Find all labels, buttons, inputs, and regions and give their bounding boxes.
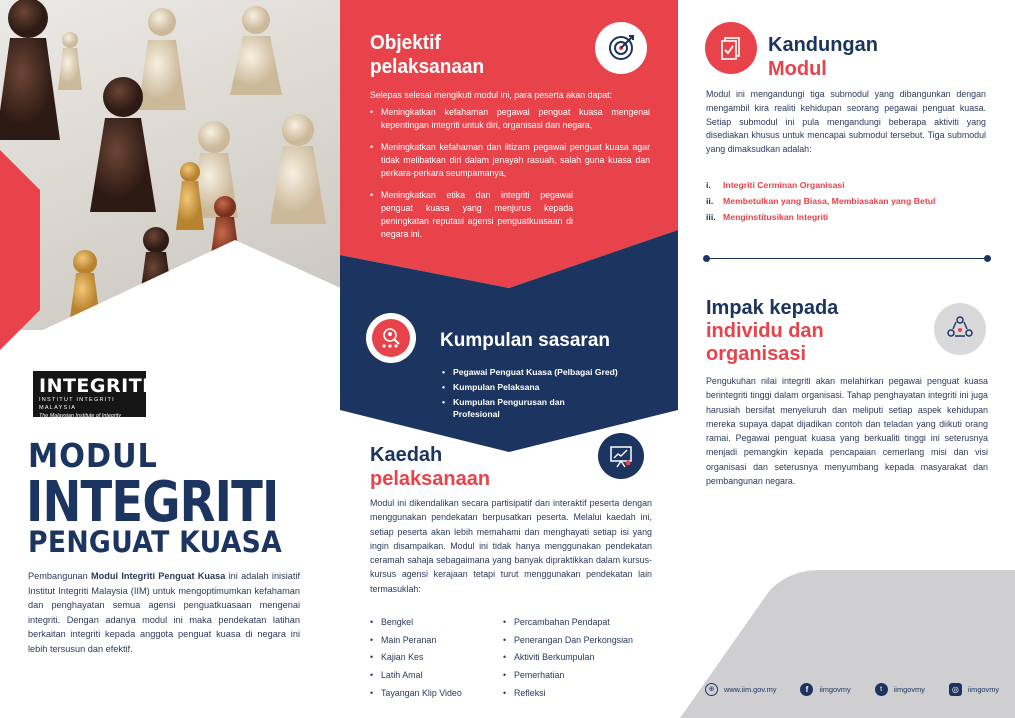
kaedah-title: [370, 443, 490, 491]
objektif-item: • Meningkatkan kefahaman pegawai penguat kuasa mengenai kepentingan integriti untuk diri, organisasi dan negara,: [368, 106, 650, 132]
objektif-item: • Meningkatkan etika dan integriti pegawai penguat kuasa yang menjurus kepada peningkatan reputasi agensi penguatkuasaan di negara ini.: [368, 189, 573, 241]
intro-prefix: Pembangunan: [28, 571, 92, 581]
impak-title: [706, 297, 838, 366]
method-item: • Penerangan Dan Perkongsian: [501, 633, 661, 647]
impak-title-line3: organisasi: [706, 343, 807, 365]
method-item: • Kajian Kes: [368, 650, 488, 664]
sasaran-item: • Kumpulan Pelaksana: [440, 381, 640, 393]
method-item: • Percambahan Pendapat: [501, 615, 661, 629]
sasaran-item: • Kumpulan Pengurusan dan Profesional: [440, 396, 600, 420]
instagram-link[interactable]: iimgovmy: [967, 684, 1000, 694]
item-text: Menginstitusikan Integriti: [723, 212, 829, 222]
kaedah-methods-col1: [368, 615, 488, 705]
user-search-icon: [366, 313, 416, 363]
kandungan-item: [706, 209, 996, 225]
impak-title-line2: individu dan: [706, 320, 824, 342]
instagram-icon: ◎: [949, 683, 962, 696]
kandungan-title-line2: Modul: [768, 58, 827, 80]
logo-tagline: The Malaysian Institute of Integrity: [39, 413, 122, 419]
method-item: • Aktiviti Berkumpulan: [501, 650, 661, 664]
kaedah-methods-col2: [501, 615, 661, 705]
item-text: Membetulkan yang Biasa, Membiasakan yang Betul: [723, 196, 936, 206]
kaedah-body: Modul ini dikendalikan secara partisipatif dan interaktif peserta dengan menggunakan pendekatan berpusatkan peserta. Melalui kaedah ini, setiap peserta akan lebih memahami dan menghayati setiap isi yang ingin disampaikan. Modul ini tidak hanya menggunakan pendekatan ceramah sahaja sebagaimana yang banyak dipraktikkan dalam kursus-kursus agensi kerajaan tetapi turut menggunakan pendekatan lain termasuklah:: [370, 498, 652, 594]
presentation-icon: [598, 433, 644, 479]
method-item: • Tayangan Klip Video: [368, 686, 488, 700]
divider-dot-right: [984, 255, 991, 262]
divider-dot-left: [703, 255, 710, 262]
target-icon: [595, 22, 647, 74]
kaedah-title-line1: Kaedah: [370, 444, 443, 466]
facebook-link[interactable]: iimgovmy: [819, 684, 851, 694]
objektif-item: • Meningkatkan kefahaman dan iltizam pegawai penguat kuasa agar tidak melibatkan diri dalam jenayah rasuah, salah guna kuasa dan perkara-perkara seumpamanya,: [368, 141, 650, 180]
kandungan-title-line1: Kandungan: [768, 34, 878, 56]
objektif-lead: Selepas selesai mengikuti modul ini, para peserta akan dapat:: [370, 90, 613, 100]
section-divider: [706, 258, 988, 259]
cover-title-line2: INTEGRITI: [26, 470, 279, 535]
objektif-title-line1: Objektif: [370, 32, 441, 54]
method-item: • Pemerhatian: [501, 668, 661, 682]
cover-diagonal: [0, 230, 345, 370]
cover-intro: [28, 569, 300, 657]
item-text: Integriti Cerminan Organisasi: [723, 180, 845, 190]
logo-main-text: INTEGRITI: [39, 375, 150, 397]
kaedah-title-line2: pelaksanaan: [370, 468, 491, 490]
method-item: • Main Peranan: [368, 633, 488, 647]
footer: [705, 681, 1005, 697]
impak-body: Pengukuhan nilai integriti akan melahirkan pegawai penguat kuasa berintegriti tinggi dalam organisasi. Tahap penghayatan integriti ini juga harusiah bersifat menyeluruh dan meliputi setiap aspek kehidupan mereka supaya dapat dijadikan contoh dan teladan yang diikuti orang ramai. Pegawai penguat kuasa yang berkualiti tinggi ini seterusnya menjadi pemangkin kepada pencapaian cemerlang misi dan visi organisasi dan seterusnya menyumbang kepada masyarakat dan pembangunan negara.: [706, 376, 988, 487]
twitter-link[interactable]: iimgovmy: [893, 684, 925, 694]
iim-logo: [33, 371, 150, 419]
item-number: ii.: [706, 196, 714, 206]
kandungan-title: [768, 33, 878, 81]
objektif-title-line2: pelaksanaan: [370, 56, 485, 78]
sasaran-item: • Pegawai Penguat Kuasa (Pelbagai Gred): [440, 366, 640, 378]
facebook-icon: f: [800, 683, 813, 696]
item-number: iii.: [706, 212, 716, 222]
method-item: • Bengkel: [368, 615, 488, 629]
objektif-title: [370, 31, 484, 79]
sasaran-title: Kumpulan sasaran: [440, 330, 610, 351]
sasaran-list: [440, 366, 640, 425]
globe-icon: ⊕: [705, 683, 718, 696]
logo-sub-text: INSTITUT INTEGRITI MALAYSIA: [39, 397, 115, 411]
objektif-list: [368, 106, 650, 246]
kandungan-body: Modul ini mengandungi tiga submodul yang dibangunkan dengan mengambil kira realiti kehidupan seorang pegawai penguat kuasa. Setiap submodul ini pula mengandungi beberapa aktiviti yang disediakan khusus untuk mencapai submodul tersebut. Tiga submodul yang dimaksudkan adalah:: [706, 89, 986, 155]
cover-title-line3: PENGUAT KUASA: [28, 525, 283, 559]
cover-title-line1: MODUL: [28, 436, 158, 475]
document-check-icon: [705, 22, 757, 74]
kandungan-item: [706, 177, 996, 193]
twitter-icon: t: [875, 683, 888, 696]
kandungan-list: [706, 177, 996, 225]
website-link[interactable]: www.iim.gov.my: [724, 684, 777, 694]
intro-bold: Modul Integriti Penguat Kuasa: [91, 571, 226, 581]
method-item: • Latih Amal: [368, 668, 488, 682]
impak-title-line1: Impak kepada: [706, 297, 839, 319]
intro-rest: ini adalah inisiatif Institut Integriti Malaysia (IIM) untuk mengoptimumkan kefahaman dan penghayatan semua agensi penguatkuasaan mengenai integriti. Dengan adanya modul ini maka pendekatan latihan berkaitan integriti kepada anggota penguat kuasa di negara ini lebih tersusun dan efektif.: [28, 571, 300, 654]
kandungan-item: [706, 193, 996, 209]
item-number: i.: [706, 180, 711, 190]
network-people-icon: [934, 303, 986, 355]
method-item: • Refleksi: [501, 686, 661, 700]
